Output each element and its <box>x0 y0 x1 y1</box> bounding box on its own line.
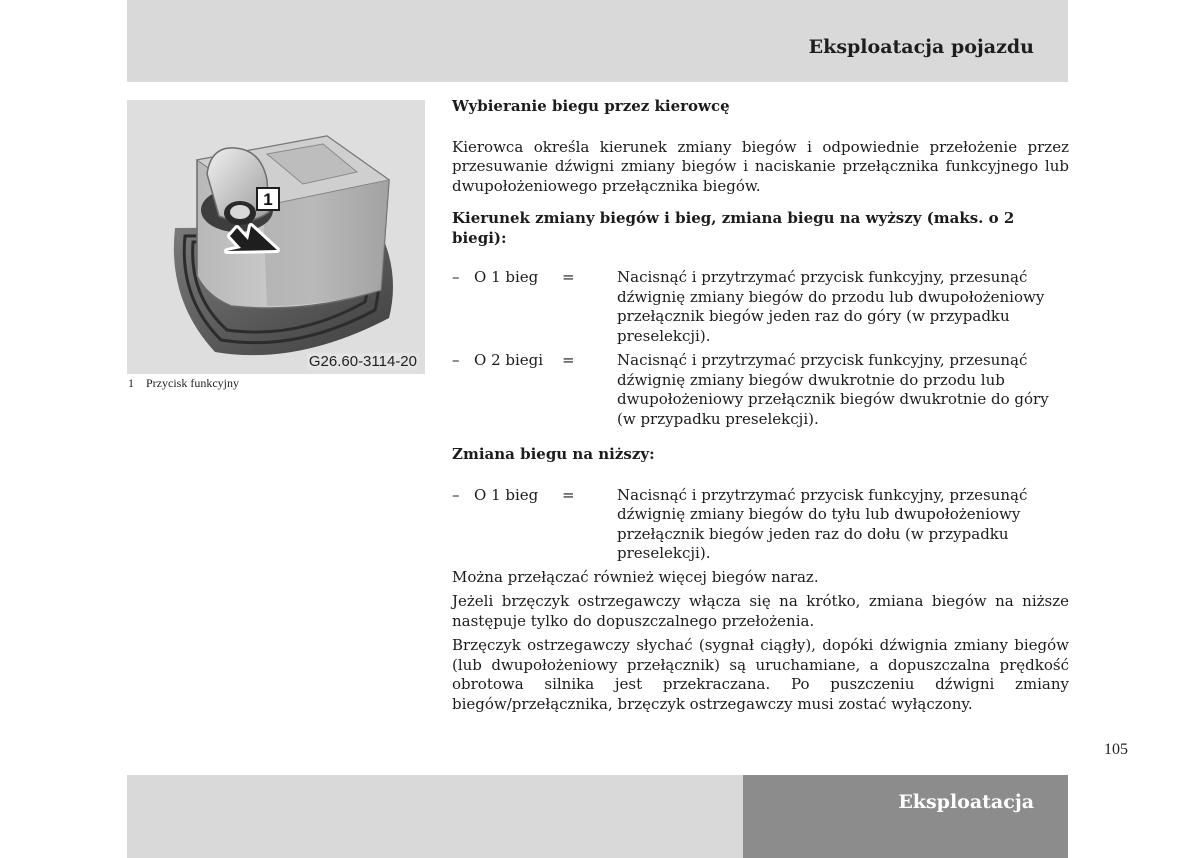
downshift-list <box>452 486 1069 564</box>
list-description: Nacisnąć i przytrzymać przycisk funkcyjny, przesunąć dźwignię zmiany biegów do tyłu lub dwupołożeniowy przełącznik biegów jeden raz do dołu (w przypadku preselekcji). <box>617 485 1028 562</box>
gear-lever-illustration <box>127 100 425 374</box>
paragraph-multiple-gears: Można przełączać również więcej biegów naraz. <box>452 567 819 586</box>
heading-driver-gear-selection: Wybieranie biegu przez kierowcę <box>452 97 730 115</box>
heading-downshift: Zmiana biegu na niższy: <box>452 445 655 463</box>
list-equals: = <box>562 351 575 369</box>
list-dash: – <box>452 351 460 369</box>
paragraph-warning-continuous: Brzęczyk ostrzegawczy słychać (sygnał ciągły), dopóki dźwignia zmiany biegów (lub dwupołożeniowy przełącznik) są uruchamiane, a dopuszczalna prędkość obrotowa silnika jest przekraczana. Po puszczeniu dźwigni zmiany biegów/przełącznika, brzęczyk ostrzegawczy musi zostać wyłączony. <box>452 636 1069 713</box>
list-dash: – <box>452 485 460 504</box>
list-equals: = <box>562 268 575 286</box>
upshift-list <box>452 268 1069 429</box>
header-band <box>127 0 1068 82</box>
gear-lever-figure <box>127 100 425 374</box>
list-code: O 1 bieg <box>474 268 539 286</box>
section-title: Eksploatacja pojazdu <box>808 36 1034 58</box>
footer-section-tab <box>743 775 1068 858</box>
caption-text: Przycisk funkcyjny <box>146 376 239 390</box>
list-description: Nacisnąć i przytrzymać przycisk funkcyjny, przesunąć dźwignię zmiany biegów do przodu lub dwupołożeniowy przełącznik biegów jeden raz do góry (w przypadku preselekcji). <box>617 268 1045 345</box>
list-item <box>452 268 1069 346</box>
footer-tab-label: Eksploatacja <box>898 791 1034 813</box>
figure-caption <box>128 376 239 391</box>
list-item <box>452 486 1069 564</box>
callout-label: 1 <box>263 190 273 209</box>
main-content <box>452 97 1069 714</box>
list-code: O 2 biegi <box>474 351 544 369</box>
figure-code: G26.60-3114-20 <box>308 353 417 370</box>
paragraph-intro: Kierowca określa kierunek zmiany biegów i odpowiednie przełożenie przez przesuwanie dźwigni zmiany biegów i naciskanie przełącznika funkcyjnego lub dwupołożeniowego przełącznika biegów. <box>452 137 1069 195</box>
paragraph-warning-short: Jeżeli brzęczyk ostrzegawczy włącza się na krótko, zmiana biegów na niższe następuje tylko do dopuszczalnego przełożenia. <box>452 592 1069 630</box>
page-number: 105 <box>1104 741 1128 758</box>
list-code: O 1 bieg <box>474 485 539 504</box>
caption-number: 1 <box>128 376 134 390</box>
list-dash: – <box>452 268 460 286</box>
list-description: Nacisnąć i przytrzymać przycisk funkcyjny, przesunąć dźwignię zmiany biegów dwukrotnie do przodu lub dwupołożeniowy przełącznik biegów dwukrotnie do góry (w przypadku preselekcji). <box>617 351 1049 428</box>
list-equals: = <box>562 485 575 504</box>
list-item <box>452 351 1069 429</box>
heading-upshift: Kierunek zmiany biegów i bieg, zmiana biegu na wyższy (maks. o 2 biegi): <box>452 209 1015 247</box>
